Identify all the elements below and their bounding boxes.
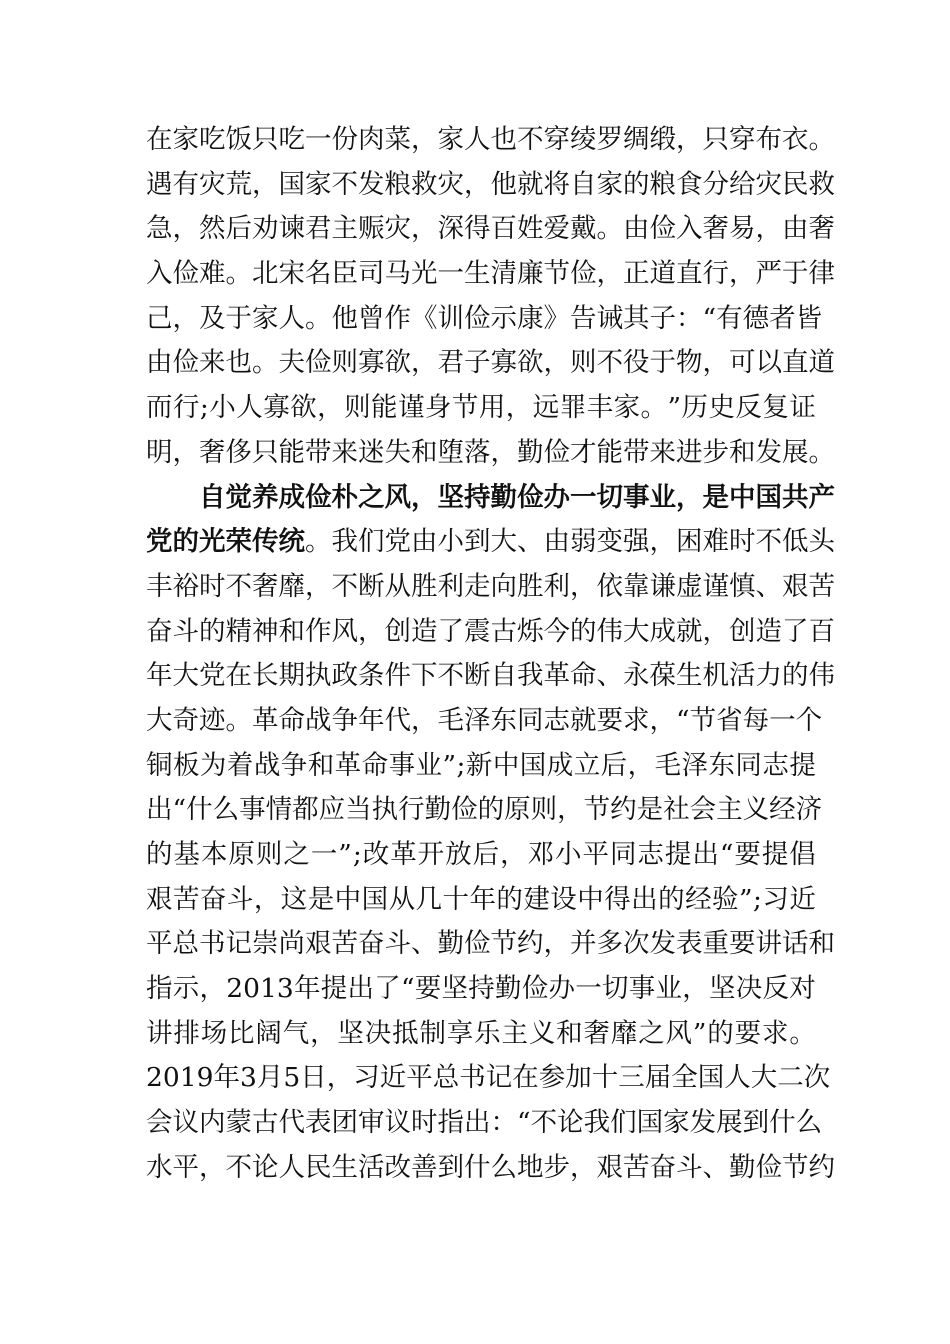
- text-line: 铜 板 为 着 战 争 和 革 命 事 业 ” ; 新 中 国 成 立 后 ， 毛 泽 东 同 志 提: [146, 749, 816, 781]
- text-line: 水 平 ， 不 论 人 民 生 活 改 善 到 什 么 地 步 ， 艰 苦 奋 斗 、 勤 俭 节 约: [146, 1151, 835, 1183]
- text-line: 讲 排 场 比 阔 气 ， 坚 决 抵 制 享 乐 主 义 和 奢 靡 之 风 ” 的 要 求 。: [146, 1017, 816, 1049]
- text-line: 指 示 ， 2013 年 提 出 了 “ 要 坚 持 勤 俭 办 一 切 事 业 ， 坚 决 反 对: [146, 973, 816, 1005]
- text-line: 艰 苦 奋 斗 ， 这 是 中 国 从 几 十 年 的 建 设 中 得 出 的 经 验 ” ; 习 近: [146, 883, 816, 915]
- text-line: 在 家 吃 饭 只 吃 一 份 肉 菜 ， 家 人 也 不 穿 绫 罗 绸 缎 ， 只 穿 布 衣 。: [146, 124, 835, 155]
- text-line: 由 俭 来 也 。 夫 俭 则 寡 欲 ， 君 子 寡 欲 ， 则 不 役 于 物 ， 可 以 直 道: [146, 347, 835, 379]
- text-line: 遇 有 灾 荒 ， 国 家 不 发 粮 救 灾 ， 他 就 将 自 家 的 粮 食 分 给 灾 民 救: [146, 168, 835, 200]
- text-line: 年 大 党 在 长 期 执 政 条 件 下 不 断 自 我 革 命 、 永 葆 生 机 活 力 的 伟: [146, 660, 835, 692]
- article-body: [146, 118, 835, 1191]
- text-line: 己 ， 及 于 家 人 。 他 曾 作 《 训 俭 示 康 》 告 诫 其 子 ： “ 有 德 者 皆: [146, 302, 823, 334]
- text-line: 大 奇 迹 。 革 命 战 争 年 代 ， 毛 泽 东 同 志 就 要 求 ， “ 节 省 每 一 个: [146, 704, 823, 736]
- text-line: 党 的 光 荣 传 统 。 我 们 党 由 小 到 大 、 由 弱 变 强 ， 困 难 时 不 低 头: [146, 526, 835, 558]
- text-line: 奋 斗 的 精 神 和 作 风 ， 创 造 了 震 古 烁 今 的 伟 大 成 就 ， 创 造 了 百: [146, 615, 835, 647]
- text-line: 急 ， 然 后 劝 谏 君 主 赈 灾 ， 深 得 百 姓 爱 戴 。 由 俭 入 奢 易 ， 由 奢: [146, 213, 835, 245]
- text-line: 入 俭 难 。 北 宋 名 臣 司 马 光 一 生 清 廉 节 俭 ， 正 道 直 行 ， 严 于 律: [146, 258, 835, 290]
- text-line: 的 基 本 原 则 之 一 ” ; 改 革 开 放 后 ， 邓 小 平 同 志 提 出 “ 要 提 倡: [146, 839, 816, 870]
- text-line: 平 总 书 记 崇 尚 艰 苦 奋 斗 、 勤 俭 节 约 ， 并 多 次 发 表 重 要 讲 话 和: [146, 928, 835, 960]
- text-line: 2019 年 3 月 5 日 ， 习 近 平 总 书 记 在 参 加 十 三 届 全 国 人 大 二 次: [146, 1062, 831, 1094]
- text-line: 明 ， 奢 侈 只 能 带 来 迷 失 和 堕 落 ， 勤 俭 才 能 带 来 进 步 和 发 展 。: [146, 436, 835, 468]
- text-line: 会 议 内 蒙 古 代 表 团 审 议 时 指 出 ： “ 不 论 我 们 国 家 发 展 到 什 么: [146, 1107, 823, 1139]
- text-line: 而 行 ; 小 人 寡 欲 ， 则 能 谨 身 节 用 ， 远 罪 丰 家 。 ” 历 史 反 复 证: [146, 392, 816, 424]
- text-line: 自 觉 养 成 俭 朴 之 风 ， 坚 持 勤 俭 办 一 切 事 业 ， 是 中 国 共 产: [199, 481, 835, 513]
- text-line: 出 “ 什 么 事 情 都 应 当 执 行 勤 俭 的 原 则 ， 节 约 是 社 会 主 义 经 济: [146, 794, 823, 826]
- text-line: 丰 裕 时 不 奢 靡 ， 不 断 从 胜 利 走 向 胜 利 ， 依 靠 谦 虚 谨 慎 、 艰 苦: [146, 570, 835, 602]
